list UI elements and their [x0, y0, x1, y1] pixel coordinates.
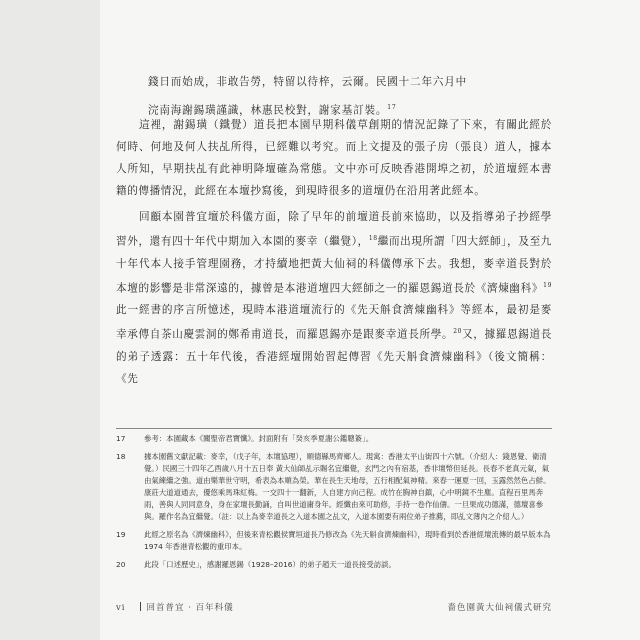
- footnote-19: [116, 529, 552, 553]
- quote-line-1: 錢日而始成，非敢告勞，特留以待梓，云爾。民國十二年六月中: [148, 76, 468, 88]
- footnote-divider: [116, 428, 552, 429]
- footnote-number: 18: [116, 452, 126, 461]
- footnote-ref-20: 20: [453, 328, 463, 336]
- paragraph-2-part-d: 又，據羅恩錫道長的弟子透露：五十年代後，香港經壇開始習起傳習《先天斛食濟煉幽科》（後文簡稱：《先: [116, 328, 552, 385]
- paragraph-1-text: 這裡，謝錫璜（鐵覺）道長把本園早期科儀草創期的情況記錄了下來，有關此經於何時、何地及何人扶乩所得，已經難以考究。而上文提及的張子房（張良）道人，據本人所知，早期扶乩有此神明降壇確為常態。文中亦可反映香港開埠之初，於道壇經本書籍的傳播情況，此經在本壇抄寫後，到現時很多的道壇仍在沿用著此經本。: [116, 119, 552, 197]
- footnotes: [116, 433, 552, 577]
- footer-divider: [140, 602, 141, 611]
- footnote-number: 17: [116, 434, 126, 443]
- footnote-text: 參考：本園藏本《關聖帝君寶懺》。封面附有「癸亥季夏謝公鑑聰簽」。: [144, 434, 374, 443]
- footnote-text: 據本園舊文獻記載：麥幸，（戊子年，本壇協理），順德縣馬齊鄉人。現寓：香港太平山街四十六號。（介紹人：錢恩覺、衛清覺。）民國三十四年乙酉歲八月十五日奉 黃大仙師乩示賜名宜繼覺，玄門之內有宿基，香非壇幣但延長。長春不老真元氣，氣由氣練繼之強。道由樂華世守明，希表為本順為榮。華在長生天地母，五行相配氣神精。來春一運夏一回，玉露然然色占鮮。康莊大道道通去，優悠乘馬珠紅梅。一交四十一翻新，人自建方向己程。成竹在胸神自鎮，心中明鏡不生塵。直程百里馬奔雨，善與人同同意身，身在家壇長勤誦，自叫世道庸身年。經懺由來可助修，手持一卷作仙儔。一旦果成功德滿，德壇喜參與。羅作名為宜繼覺。（註：以上為麥幸道長之入道本園之乩文，入道本園要有兩位弟子推薦，即乩文薄內之介紹人。）: [144, 452, 551, 521]
- quote-line-2-text: 浣南海謝錫璜謹識，林惠民校對，謝家基訂裝。: [148, 104, 388, 117]
- paragraph-2: [116, 206, 552, 390]
- chapter-title: 嗇色園黃大仙祠儀式研究: [447, 603, 552, 613]
- footer-right: [447, 601, 552, 613]
- footnote-18: [116, 451, 552, 523]
- footer-left: [116, 601, 234, 613]
- footnote-number: 19: [116, 530, 126, 539]
- paragraph-1: [116, 114, 552, 202]
- paragraph-2-part-b: 繼而出現所謂「四大經師」，及至九十年代本人接手管理園務，才持續地把黃大仙祠的科儀傳承下去。我想，麥幸道長對於本壇的影響是非常深遠的，據曾是本港道壇四大經師之一的羅恩錫道長於《濟煉幽科》: [116, 235, 552, 295]
- paragraph-2-part-a: 回顧本園普宜壇於科儀方面，除了早年的前壇道長前來協助，以及指導弟子抄經學習外，還有四十年代中期加入本園的麥幸（繼覺），: [116, 211, 552, 248]
- footnote-17: [116, 433, 552, 445]
- footnote-ref-19: 19: [543, 281, 552, 289]
- paragraph-2-part-c: 此一經書的序言所憶述，現時本港道壇流行的《先天斛食濟煉幽科》等經本，最初是麥幸承傳自茶山慶雲洞的鄭希甫道長，而羅恩錫亦是跟麥幸道長所學。: [116, 304, 552, 341]
- footnote-ref-18: 18: [368, 235, 378, 242]
- footnote-text: 此經之原名為《濟煉幽科》，但後來青松觀侯寶垣道長乃修改為《先天斛食濟煉幽科》，現時看到於香港經壇流傳的最早版本為 1974 年香港青松觀的重印本。: [144, 530, 551, 551]
- page-footer: [116, 601, 552, 615]
- footnote-20: [116, 559, 552, 571]
- book-title: 回首普宜 · 百年科儀: [146, 603, 234, 613]
- footnote-number: 20: [116, 560, 126, 569]
- body-text: [116, 114, 552, 394]
- footnote-text: 此段「口述歷史」，感謝羅恩錫（1928–2016）的弟子趙天一道長接受訪談。: [144, 560, 396, 569]
- page-number: vi: [116, 603, 126, 613]
- footnote-ref-17: 17: [387, 104, 397, 111]
